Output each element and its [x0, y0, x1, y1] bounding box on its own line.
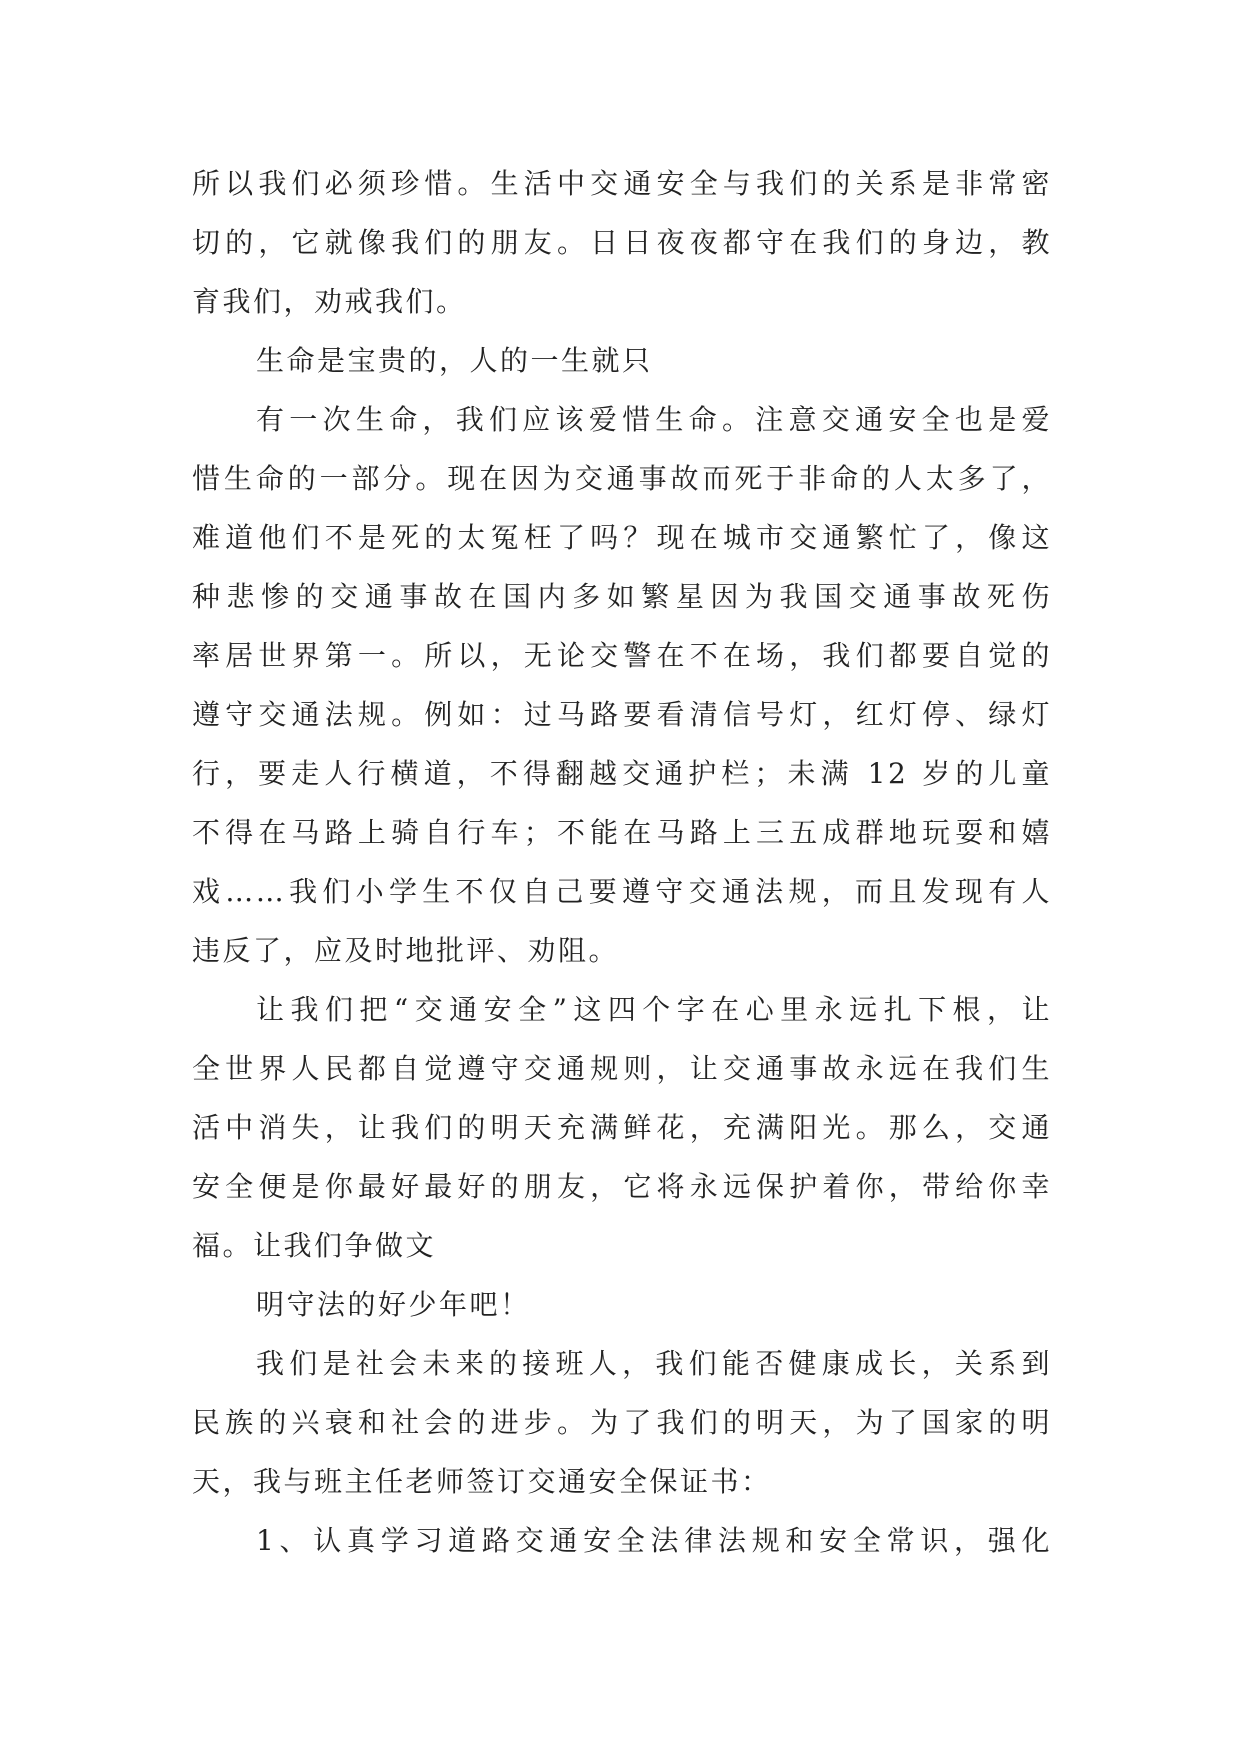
- text-line: 福。让我们争做文: [192, 1229, 437, 1262]
- text-line: 切的，它就像我们的朋友。日日夜夜都守在我们的身边，教: [192, 226, 1052, 259]
- document-body: [192, 154, 1052, 1570]
- text-line: 行，要走人行横道，不得翻越交通护栏；未满 12 岁的儿童: [192, 757, 1052, 790]
- text-line: 民族的兴衰和社会的进步。为了我们的明天，为了国家的明: [192, 1406, 1052, 1439]
- text-line: 难道他们不是死的太冤枉了吗？现在城市交通繁忙了，像这: [192, 521, 1052, 554]
- text-line: 违反了，应及时地批评、劝阻。: [192, 934, 620, 967]
- text-line: 不得在马路上骑自行车；不能在马路上三五成群地玩耍和嬉: [192, 816, 1052, 849]
- text-line: 1、认真学习道路交通安全法律法规和安全常识，强化: [256, 1524, 1052, 1557]
- text-line: 惜生命的一部分。现在因为交通事故而死于非命的人太多了，: [192, 462, 1052, 495]
- text-line: 戏……我们小学生不仅自己要遵守交通法规，而且发现有人: [192, 875, 1052, 908]
- text-line: 所以我们必须珍惜。生活中交通安全与我们的关系是非常密: [192, 167, 1052, 200]
- text-line: 安全便是你最好最好的朋友，它将永远保护着你，带给你幸: [192, 1170, 1052, 1203]
- text-line: 全世界人民都自觉遵守交通规则，让交通事故永远在我们生: [192, 1052, 1052, 1085]
- text-line: 育我们，劝戒我们。: [192, 285, 467, 318]
- text-line: 遵守交通法规。例如：过马路要看清信号灯，红灯停、绿灯: [192, 698, 1052, 731]
- text-line: 率居世界第一。所以，无论交警在不在场，我们都要自觉的: [192, 639, 1052, 672]
- text-line: 生命是宝贵的，人的一生就只: [256, 344, 653, 377]
- text-line: 天，我与班主任老师签订交通安全保证书：: [192, 1465, 772, 1498]
- text-line: 明守法的好少年吧！: [256, 1288, 531, 1321]
- text-line: 我们是社会未来的接班人，我们能否健康成长，关系到: [256, 1347, 1052, 1380]
- text-line: 让我们把“交通安全”这四个字在心里永远扎下根，让: [256, 993, 1052, 1026]
- text-line: 活中消失，让我们的明天充满鲜花，充满阳光。那么，交通: [192, 1111, 1052, 1144]
- text-line: 有一次生命，我们应该爱惜生命。注意交通安全也是爱: [256, 403, 1052, 436]
- text-line: 种悲惨的交通事故在国内多如繁星因为我国交通事故死伤: [192, 580, 1052, 613]
